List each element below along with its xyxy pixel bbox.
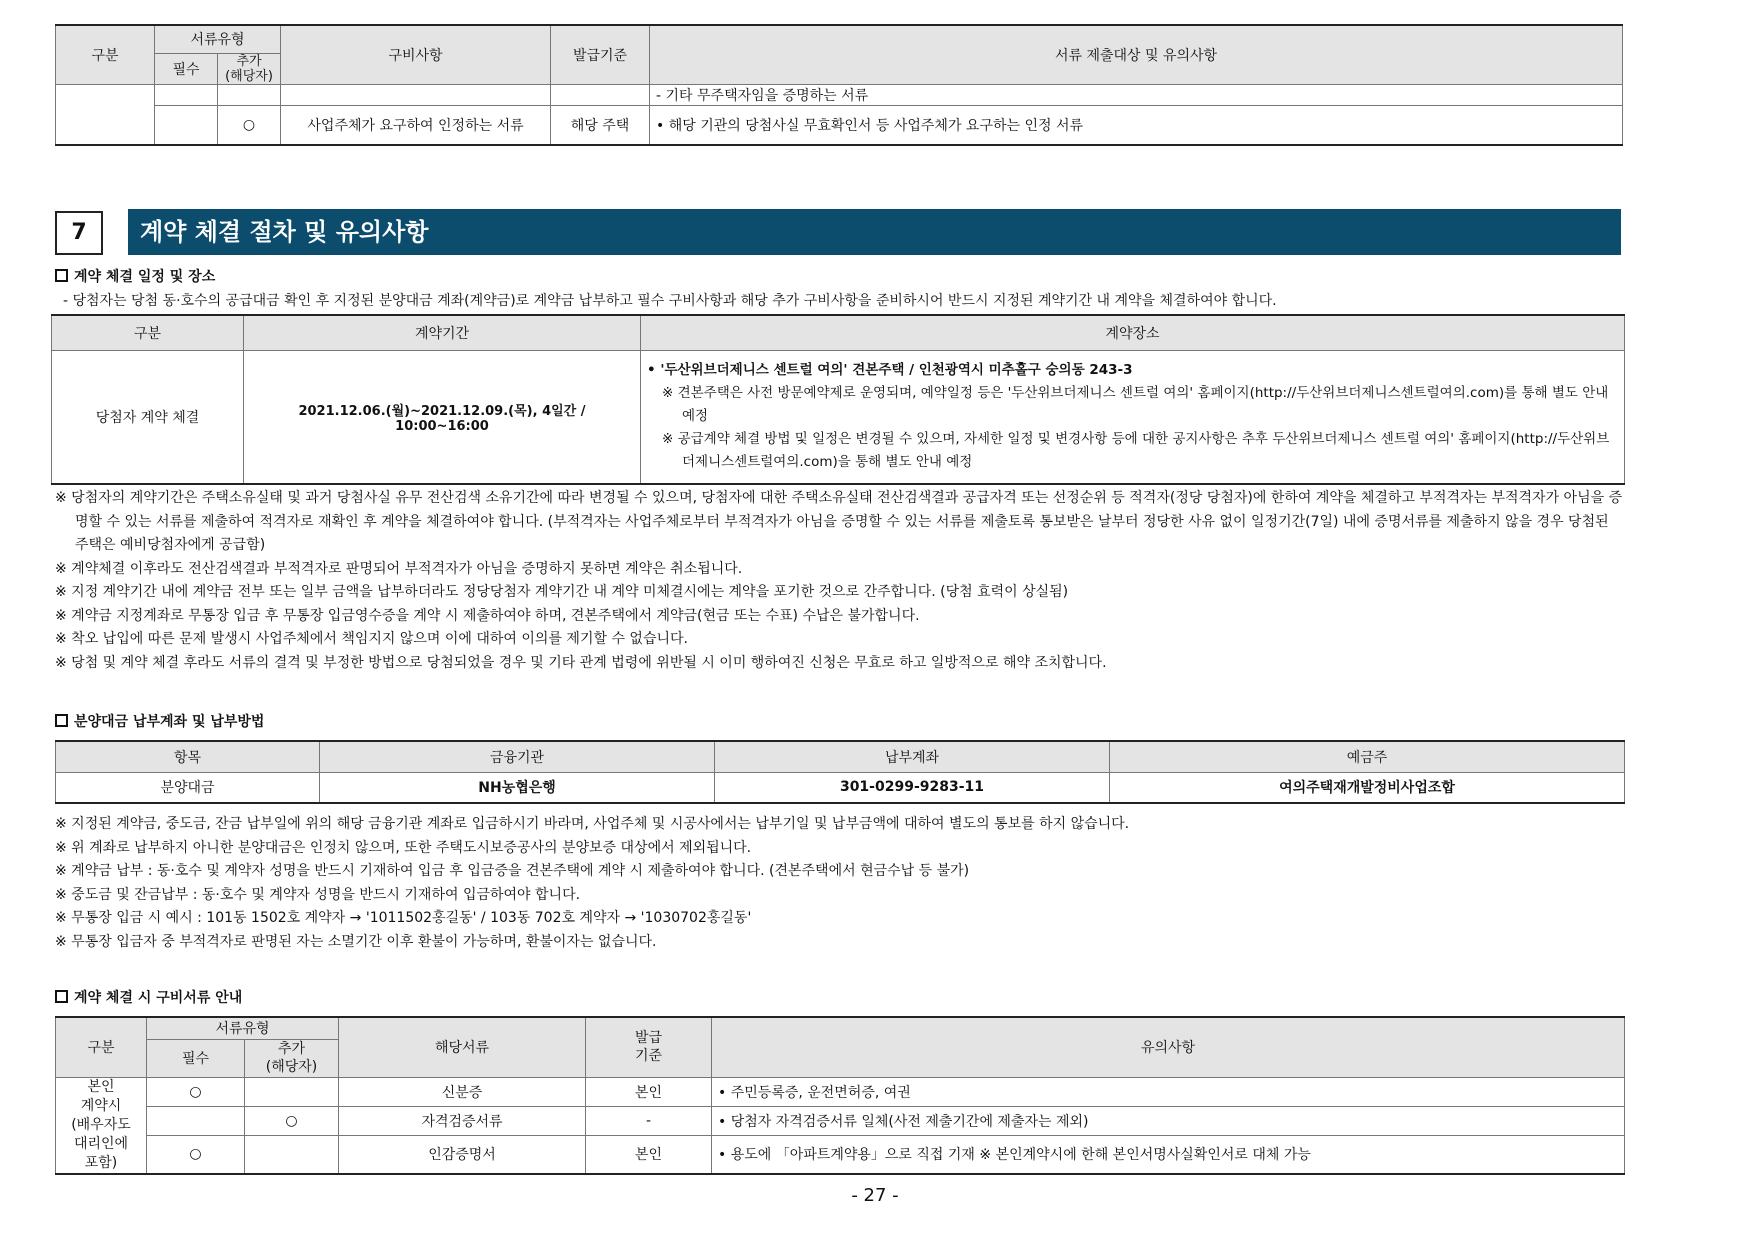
schedule-heading: 계약 체결 일정 및 장소 (55, 266, 215, 286)
page-number: - 27 - (851, 1185, 899, 1206)
account-notes (55, 813, 1625, 954)
row1-note: - 기타 무주택자임을 증명하는 서류 (650, 84, 1623, 105)
account-table (55, 740, 1625, 804)
schedule-table (51, 314, 1625, 485)
docs-required: ○ (147, 1077, 245, 1106)
note-item: ※ 당첨 및 계약 체결 후라도 서류의 결격 및 부정한 방법으로 당첨되었을 경우 및 기타 관계 법령에 위반될 시 이미 행하여진 신청은 무효로 하고 일방적으로 해약 조치합니다. (55, 654, 1107, 671)
schedule-period: 2021.12.06.(월)~2021.12.09.(목), 4일간 / 10:00~16:00 (244, 350, 641, 484)
docs-issuer: 본인 (586, 1077, 712, 1106)
square-bullet-icon (55, 990, 68, 1003)
docs-doc: 인감증명서 (339, 1135, 586, 1173)
header-place: 계약장소 (641, 315, 1625, 350)
docs-required (147, 1106, 245, 1135)
place-main: • '두산위브더제니스 센트럴 여의' 견본주택 / 인천광역시 미추홀구 숭의동 243-3 (647, 359, 1618, 382)
header-notes: 서류 제출대상 및 유의사항 (650, 25, 1623, 84)
top-docs-table (55, 24, 1623, 146)
note-item: ※ 위 계좌로 납부하지 아니한 분양대금은 인정치 않으며, 또한 주택도시보증공사의 분양보증 대상에서 제외됩니다. (55, 839, 752, 856)
note-item: ※ 당첨자의 계약기간은 주택소유실태 및 과거 당첨사실 유무 전산검색 소유기간에 따라 변경될 수 있으며, 당첨자에 대한 주택소유실태 전산검색결과 공급자격 또는 선정순위 등 적격자(정당 당첨자)에 한하여 계약을 체결하고 부적격자는 부적격자가 아님을 증명할 수 있는 서류를 제출하여 적격자로 재확인 후 계약을 체결하여야 합니다. (부적격자는 사업주체로부터 부적격자가 아님을 증명할 수 있는 서류를 제출토록 통보받은 날부터 정당한 사유 없이 일정기간(7일) 내에 증명서류를 제출하지 않을 경우 당첨된 주택은 예비당첨자에게 공급함) (55, 490, 1623, 553)
docs-note: • 당첨자 자격검증서류 일체(사전 제출기간에 제출자는 제외) (712, 1106, 1625, 1135)
docs-required: ○ (147, 1135, 245, 1173)
row2-issuer: 해당 주택 (551, 105, 650, 145)
schedule-gubun: 당첨자 계약 체결 (52, 350, 244, 484)
schedule-intro: - 당첨자는 당첨 동·호수의 공급대금 확인 후 지정된 분양대금 계좌(계약금)로 계약금 납부하고 필수 구비사항과 해당 추가 구비사항을 준비하시어 반드시 지정된 계약기간 내 계약을 체결하여야 합니다. (63, 293, 1277, 309)
section-number: 7 (55, 211, 103, 255)
docs-heading: 계약 체결 시 구비서류 안내 (55, 987, 242, 1007)
note-item: ※ 착오 납입에 따른 문제 발생시 사업주체에서 책임지지 않으며 이에 대하여 이의를 제기할 수 없습니다. (55, 631, 688, 647)
place-note-2: ※ 공급계약 체결 방법 및 일정은 변경될 수 있으며, 자세한 일정 및 변경사항 등에 대한 공지사항은 추후 두산위브더제니스 센트럴 여의' 홈페이지(http://두산위브더제니스센트럴여의.com)을 통해 별도 안내 예정 (662, 431, 1610, 471)
header-issuer: 발급기준 (551, 25, 650, 84)
docs-additional (245, 1077, 339, 1106)
header-required: 필수 (147, 1039, 245, 1077)
header-gubun: 구분 (56, 1017, 147, 1077)
section-title: 계약 체결 절차 및 유의사항 (128, 209, 1621, 255)
header-doc-type: 서류유형 (147, 1017, 339, 1039)
header-gubun: 구분 (56, 25, 155, 84)
header-docs: 해당서류 (339, 1017, 586, 1077)
schedule-notes (55, 487, 1625, 675)
account-holder: 여의주택재개발정비사업조합 (1110, 772, 1625, 803)
header-docs: 구비사항 (281, 25, 551, 84)
header-holder: 예금주 (1110, 741, 1625, 772)
account-heading: 분양대금 납부계좌 및 납부방법 (55, 711, 264, 731)
header-notes: 유의사항 (712, 1017, 1625, 1077)
header-item: 항목 (56, 741, 320, 772)
note-item: ※ 계약금 납부 : 동·호수 및 계약자 성명을 반드시 기재하여 입금 후 입금증을 견본주택에 계약 시 제출하여야 합니다. (견본주택에서 현금수납 등 불가) (55, 863, 970, 879)
row2-docs: 사업주체가 요구하여 인정하는 서류 (281, 105, 551, 145)
header-required: 필수 (155, 53, 218, 84)
row2-additional: ○ (218, 105, 281, 145)
note-item: ※ 무통장 입금 시 예시 : 101동 1502호 계약자 → '1011502홍길동' / 103동 702호 계약자 → '1030702홍길동' (55, 910, 752, 926)
docs-note: • 주민등록증, 운전면허증, 여권 (712, 1077, 1625, 1106)
note-item: ※ 중도금 및 잔금납부 : 동·호수 및 계약자 성명을 반드시 기재하여 입금하여야 합니다. (55, 886, 581, 903)
docs-issuer: - (586, 1106, 712, 1135)
header-bank: 금융기관 (320, 741, 715, 772)
header-issuer: 발급 기준 (586, 1017, 712, 1077)
row2-note: • 해당 기관의 당첨사실 무효확인서 등 사업주체가 요구하는 인정 서류 (650, 105, 1623, 145)
account-number: 301-0299-9283-11 (715, 772, 1110, 803)
docs-doc: 자격검증서류 (339, 1106, 586, 1135)
header-additional: 추가 (해당자) (245, 1039, 339, 1077)
docs-note: • 용도에 「아파트계약용」으로 직접 기재 ※ 본인계약시에 한해 본인서명사실확인서로 대체 가능 (712, 1135, 1625, 1173)
header-gubun: 구분 (52, 315, 244, 350)
place-note-1: ※ 견본주택은 사전 방문예약제로 운영되며, 예약일정 등은 '두산위브더제니스 센트럴 여의' 홈페이지(http://두산위브더제니스센트럴여의.com)를 통해 별도 안내 예정 (662, 385, 1609, 425)
square-bullet-icon (55, 714, 68, 727)
docs-gubun: 본인 계약시 (배우자도 대리인에 포함) (56, 1077, 147, 1174)
schedule-place (641, 350, 1625, 484)
docs-additional: ○ (245, 1106, 339, 1135)
square-bullet-icon (55, 269, 68, 282)
docs-doc: 신분증 (339, 1077, 586, 1106)
note-item: ※ 무통장 입금자 중 부적격자로 판명된 자는 소멸기간 이후 환불이 가능하며, 환불이자는 없습니다. (55, 933, 657, 950)
docs-table (55, 1016, 1625, 1175)
docs-additional (245, 1135, 339, 1173)
header-doc-type: 서류유형 (155, 25, 281, 53)
account-item: 분양대금 (56, 772, 320, 803)
header-additional: 추가 (해당자) (218, 53, 281, 84)
note-item: ※ 지정된 계약금, 중도금, 잔금 납부일에 위의 해당 금융기관 계좌로 입금하시기 바라며, 사업주체 및 시공사에서는 납부기일 및 납부금액에 대하여 별도의 통보를 하지 않습니다. (55, 816, 1130, 832)
header-period: 계약기간 (244, 315, 641, 350)
note-item: ※ 계약체결 이후라도 전산검색결과 부적격자로 판명되어 부적격자가 아님을 증명하지 못하면 계약은 취소됩니다. (55, 560, 743, 577)
note-item: ※ 지정 계약기간 내에 계약금 전부 또는 일부 금액을 납부하더라도 정당당첨자 계약기간 내 계약 미체결시에는 계약을 포기한 것으로 간주합니다. (당첨 효력이 상실됨) (55, 584, 1069, 600)
note-item: ※ 계약금 지정계좌로 무통장 입금 후 무통장 입금영수증을 계약 시 제출하여야 하며, 견본주택에서 계약금(현금 또는 수표) 수납은 불가합니다. (55, 607, 920, 624)
account-bank: NH농협은행 (320, 772, 715, 803)
docs-issuer: 본인 (586, 1135, 712, 1173)
header-account: 납부계좌 (715, 741, 1110, 772)
